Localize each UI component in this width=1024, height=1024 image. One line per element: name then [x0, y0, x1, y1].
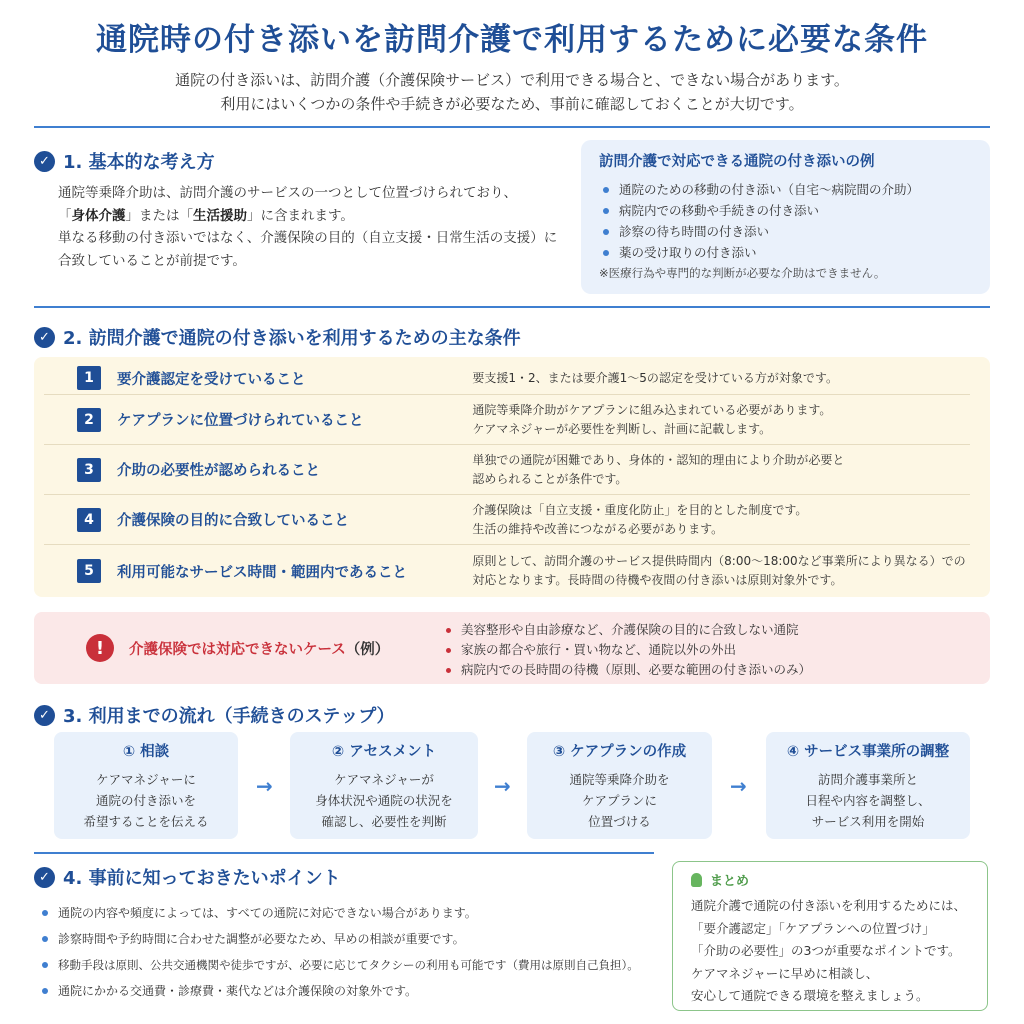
condition-row-1 [44, 362, 970, 395]
bullet-icon [603, 250, 609, 256]
divider [34, 126, 990, 128]
condition-label: 介護保険の目的に合致していること [117, 513, 349, 529]
step-card-2 [290, 732, 478, 839]
divider [34, 306, 990, 308]
summary-heading [691, 870, 969, 889]
condition-number: 3 [77, 458, 101, 482]
condition-label: 利用可能なサービス時間・範囲内であること [117, 564, 407, 581]
list-item: 通院にかかる交通費・診療費・薬代などは介護保険の対象外です。 [40, 978, 670, 1004]
condition-number: 5 [77, 559, 101, 583]
step-card-1 [54, 732, 238, 839]
step-text: 通院等乗降介助を ケアプランに 位置づける [569, 772, 670, 829]
bullet-icon [446, 668, 451, 673]
condition-label: 要介護認定を受けていること [117, 371, 306, 388]
condition-number: 1 [77, 366, 101, 390]
summary-box [672, 861, 988, 1011]
not-covered-list [446, 620, 811, 680]
step-text: ケアマネジャーが 身体状況や通院の状況を 確認し、必要性を判断 [315, 772, 453, 829]
arrow-right-icon: → [730, 774, 747, 798]
check-circle-icon: ✓ [34, 705, 55, 726]
bullet-icon [603, 187, 609, 193]
points-list [40, 900, 670, 1004]
section1-title: 1. 基本的な考え方 [63, 152, 215, 173]
emphasis-text: 身体介護 [71, 207, 126, 224]
bullet-icon [42, 936, 48, 942]
not-covered-box [34, 612, 990, 684]
condition-number: 4 [77, 508, 101, 532]
list-item: 診察の待ち時間の付き添い [599, 221, 972, 242]
check-circle-icon: ✓ [34, 151, 55, 172]
section1-body [58, 182, 578, 272]
examples-box-title: 訪問介護で対応できる通院の付き添いの例 [599, 154, 875, 170]
section1-line: 単なる移動の付き添いではなく、介護保険の目的（自立支援・日常生活の支援）に [58, 230, 558, 246]
bullet-icon [446, 648, 451, 653]
step-card-4 [766, 732, 970, 839]
arrow-right-icon: → [494, 774, 511, 798]
step-title: ① 相談 [122, 744, 170, 760]
check-circle-icon: ✓ [34, 867, 55, 888]
page-title: 通院時の付き添いを訪問介護で利用するために必要な条件 [96, 22, 928, 58]
step-title: ④ サービス事業所の調整 [786, 744, 950, 760]
section4-title: 4. 事前に知っておきたいポイント [63, 868, 341, 889]
list-item: 診察時間や予約時間に合わせた調整が必要なため、早めの相談が重要です。 [40, 926, 670, 952]
check-circle-icon: ✓ [34, 327, 55, 348]
condition-row-5 [44, 545, 970, 597]
condition-desc: 単独での通院が困難であり、身体的・認知的理由により介助が必要と 認められることが条件です。 [472, 452, 845, 486]
summary-title: まとめ [710, 874, 750, 889]
list-item: 美容整形や自由診療など、介護保険の目的に合致しない通院 [446, 620, 811, 640]
section1-heading [34, 148, 215, 174]
condition-row-4 [44, 495, 970, 545]
exclamation-circle-icon: ! [86, 634, 114, 662]
list-item: 通院のための移動の付き添い（自宅〜病院間の介助） [599, 179, 972, 200]
examples-list [599, 179, 972, 263]
step-text: ケアマネジャーに 通院の付き添いを 希望することを伝える [83, 772, 209, 829]
intro-line-1: 通院の付き添いは、訪問介護（介護保険サービス）で利用できる場合と、できない場合があります。 [175, 71, 849, 89]
list-item: 病院内での長時間の待機（原則、必要な範囲の付き添いのみ） [446, 660, 811, 680]
condition-desc: 通院等乗降介助がケアプランに組み込まれている必要があります。 ケアマネジャーが必要性を判断し、計画に記載します。 [472, 402, 832, 436]
bullet-icon [603, 208, 609, 214]
step-title: ③ ケアプランの作成 [552, 744, 687, 760]
list-item: 病院内での移動や手続きの付き添い [599, 200, 972, 221]
list-item: 家族の都合や旅行・買い物など、通院以外の外出 [446, 640, 811, 660]
bullet-icon [603, 229, 609, 235]
bullet-icon [42, 988, 48, 994]
summary-text: 通院介護で通院の付き添いを利用するためには、 「要介護認定」「ケアプランへの位置づけ」 「介助の必要性」の3つが重要なポイントです。 ケアマネジャーに早めに相談し、 安心して通院できる環境を整えましょう。 [691, 898, 967, 1003]
section2-title: 2. 訪問介護で通院の付き添いを利用するための主な条件 [63, 328, 521, 349]
section1-line: 「身体介護」または「生活援助」に含まれます。 [58, 207, 354, 224]
examples-note: ※医療行為や専門的な判断が必要な介助はできません。 [599, 266, 886, 280]
condition-row-3 [44, 445, 970, 495]
divider [34, 852, 654, 854]
emphasis-text: 生活援助 [193, 207, 247, 224]
section3-title: 3. 利用までの流れ（手続きのステップ） [63, 706, 395, 727]
examples-box [581, 140, 990, 294]
condition-label: ケアプランに位置づけられていること [117, 413, 364, 429]
intro-line-2: 利用にはいくつかの条件や手続きが必要なため、事前に確認しておくことが大切です。 [220, 95, 804, 113]
section2-heading [34, 324, 521, 350]
bullet-icon [42, 910, 48, 916]
intro-text [0, 68, 1024, 116]
list-item: 通院の内容や頻度によっては、すべての通院に対応できない場合があります。 [40, 900, 670, 926]
lightbulb-icon [691, 873, 702, 887]
bullet-icon [446, 628, 451, 633]
list-item: 移動手段は原則、公共交通機関や徒歩ですが、必要に応じてタクシーの利用も可能です（費用は原則自己負担）。 [40, 952, 670, 978]
section4-heading [34, 864, 341, 890]
condition-row-2 [44, 395, 970, 445]
condition-desc: 介護保険は「自立支援・重度化防止」を目的とした制度です。 生活の維持や改善につながる必要があります。 [472, 502, 808, 536]
section1-line: 合致していることが前提です。 [58, 252, 246, 269]
condition-desc: 原則として、訪問介護のサービス提供時間内（8:00〜18:00など事業所により異なる）での 対応となります。長時間の待機や夜間の付き添いは原則対象外です。 [472, 554, 966, 587]
bullet-icon [42, 962, 48, 968]
list-item: 薬の受け取りの付き添い [599, 242, 972, 263]
condition-label: 介助の必要性が認められること [117, 463, 320, 479]
step-title: ② アセスメント [331, 744, 437, 760]
condition-desc: 要支援1・2、または要介護1〜5の認定を受けている方が対象です。 [472, 370, 838, 385]
step-text: 訪問介護事業所と 日程や内容を調整し、 サービス利用を開始 [805, 772, 931, 829]
arrow-right-icon: → [256, 774, 273, 798]
not-covered-title: 介護保険では対応できないケース（例） [129, 642, 390, 658]
section3-heading [34, 702, 394, 728]
step-card-3 [527, 732, 712, 839]
section1-line: 通院等乗降介助は、訪問介護のサービスの一つとして位置づけられており、 [58, 185, 517, 201]
condition-number: 2 [77, 408, 101, 432]
